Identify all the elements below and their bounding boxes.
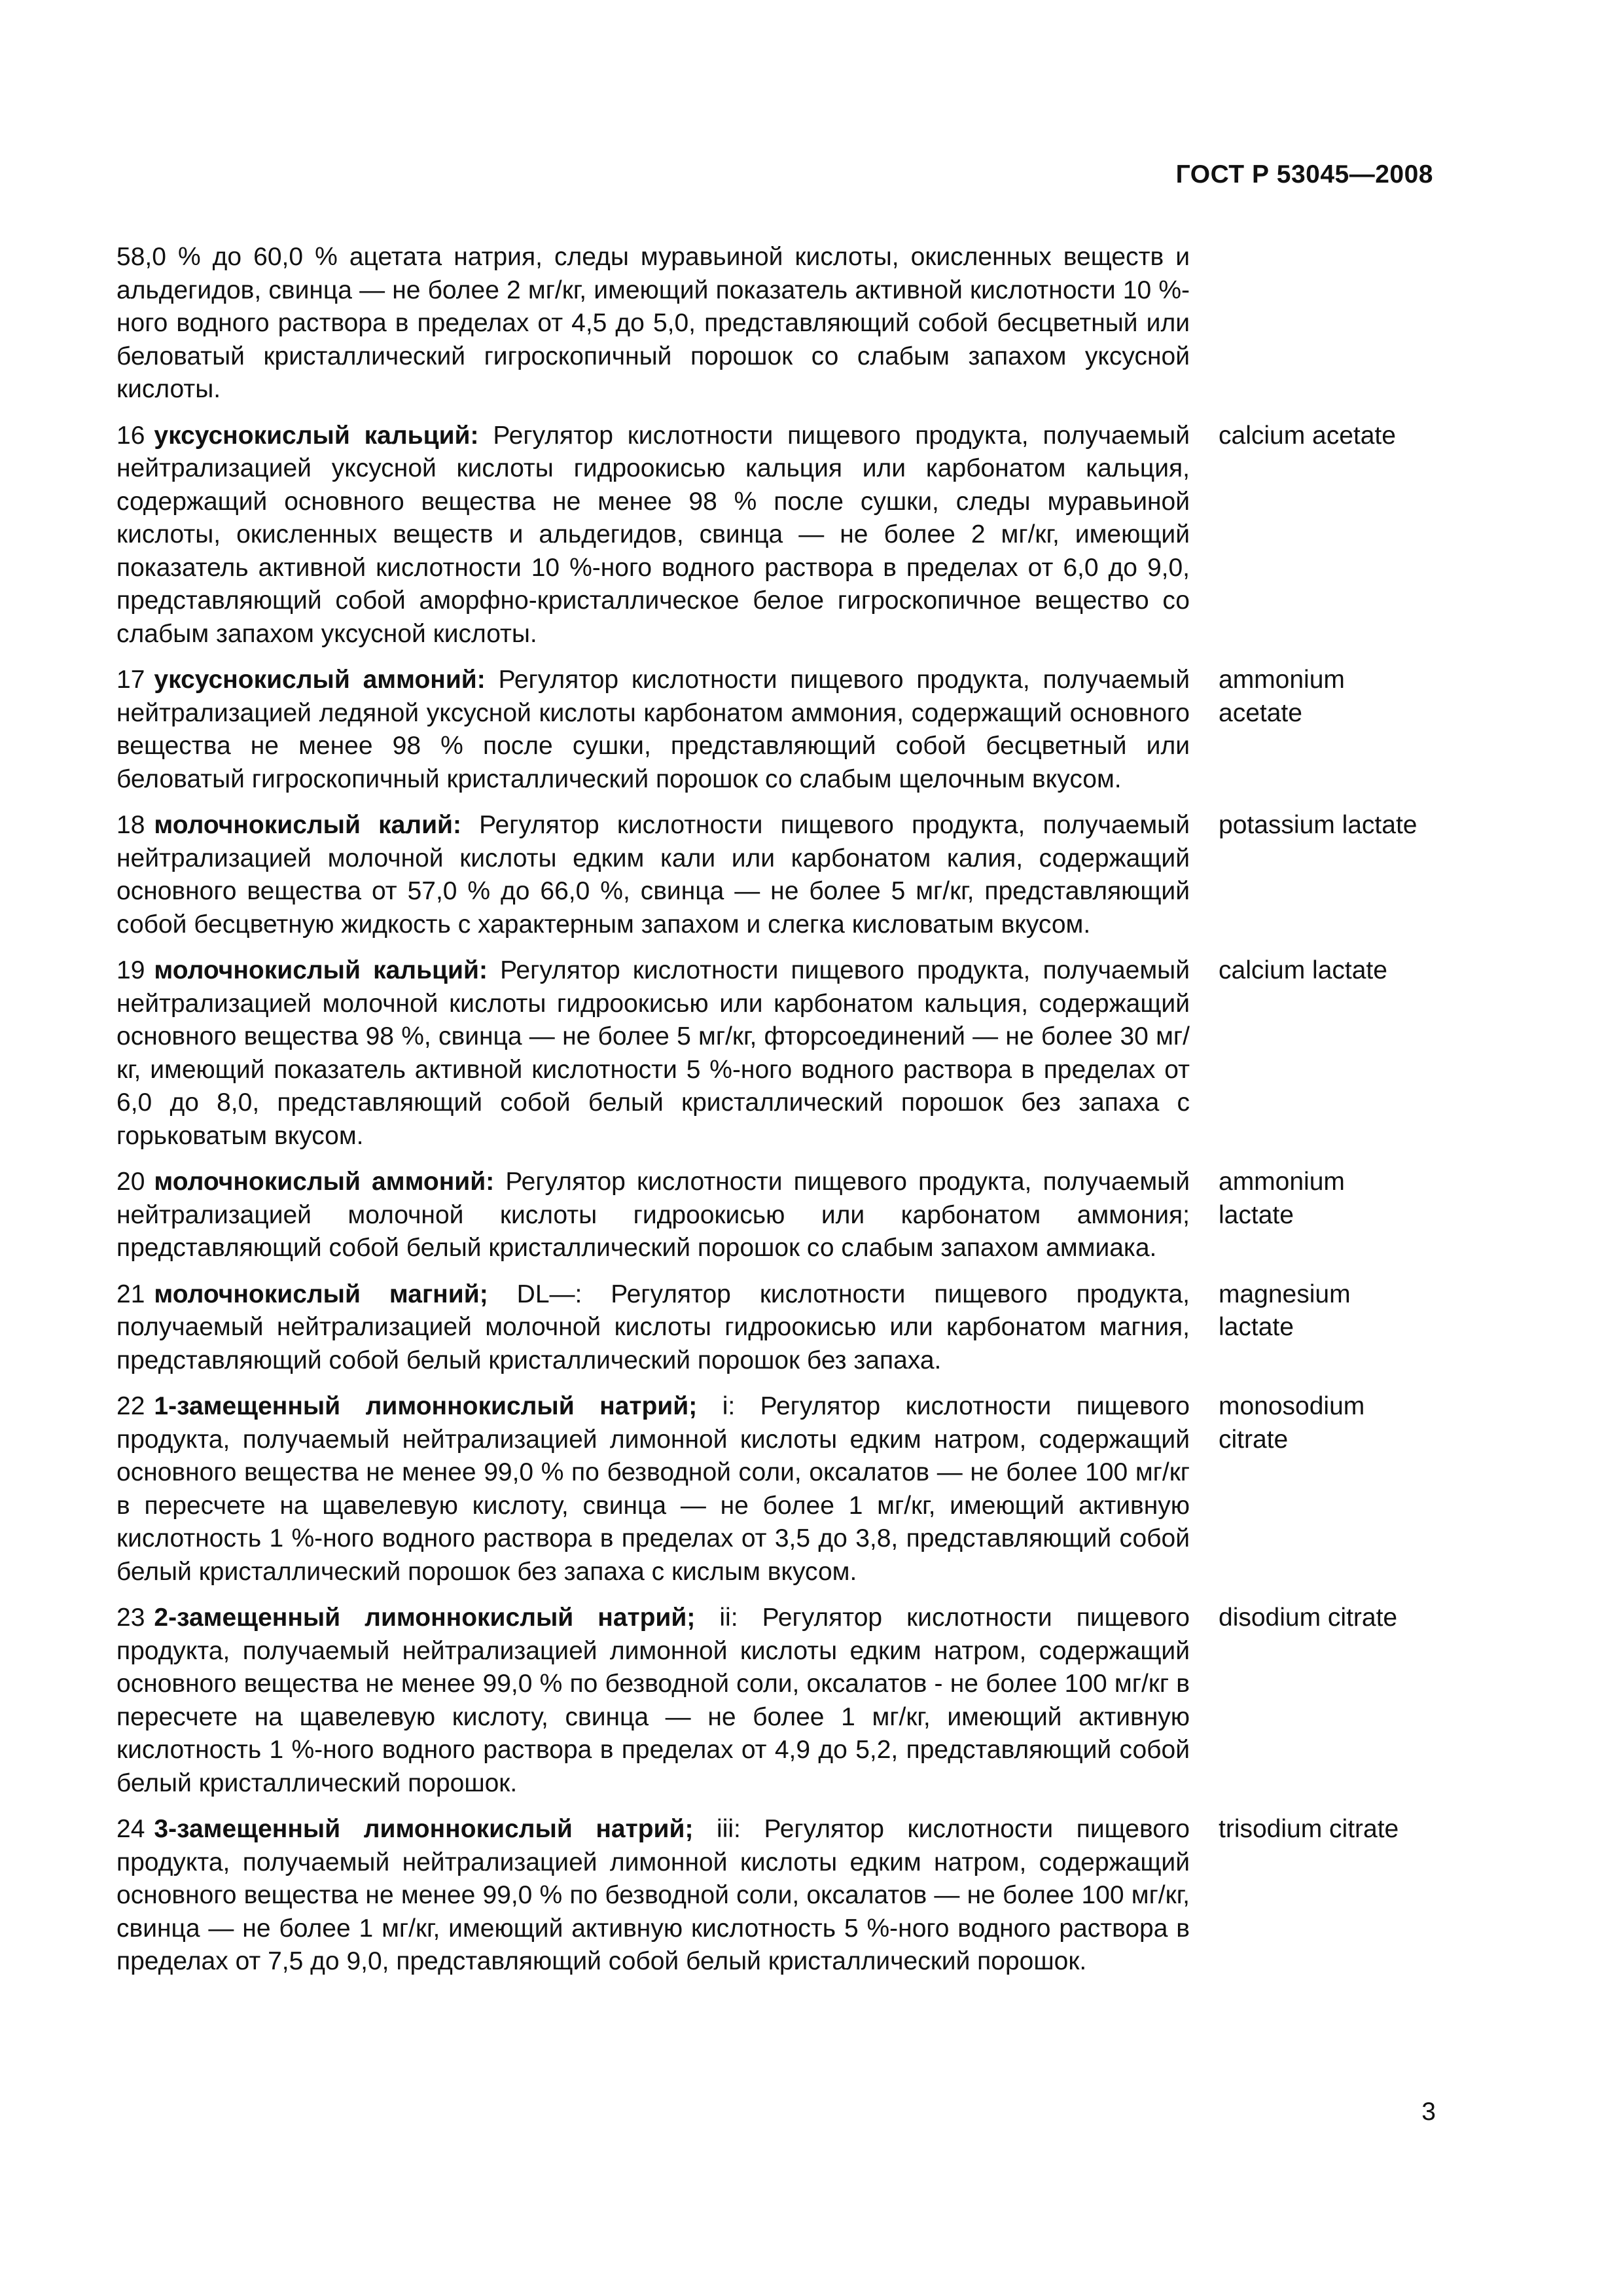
term-entry-19 [116,954,1446,1153]
entry-english-term: ammonium lactate [1219,1168,1345,1229]
entry-definition: Регулятор кислотности пищевого продукта, получаемый нейтрализацией молочной кислоты гидроокисью или карбонатом кальция, содержащий основного вещества 98 %, свинца — не более 5 мг/кг, фторсоединений — не более 30 мг/кг, имеющий показатель активной кислотности 5 %-ного водного раствора в пределах от 6,0 до 8,0, представляющий собой белый кристаллический порошок без запаха с горьковатым вкусом. [116,956,1190,1150]
term-entry-18 [116,809,1446,941]
entry-definition: ii: Регулятор кислотности пищевого продукта, получаемый нейтрализацией лимонной кислоты едким натром, содержащий основного вещества не менее 99,0 % по безводной соли, оксалатов - не более 100 мг/кг в пересчете на щавелевую кислоту, свинца — не более 1 мг/кг, имеющий активную кислотность 1 %-ного водного раствора в пределах от 4,9 до 5,2, представляющий собой белый кристаллический порошок. [116,1604,1190,1797]
entry-definition: Регулятор кислотности пищевого продукта, получаемый нейтрализацией ледяной уксусной кислоты карбонатом аммония, содержащий основного вещества не менее 98 % после сушки, представляющий собой бесцветный или беловатый гигроскопичный кристаллический порошок со слабым щелочным вкусом. [116,666,1190,793]
entry-definition: Регулятор кислотности пищевого продукта, получаемый нейтрализацией уксусной кислоты гидроокисью кальция или карбонатом кальция, содержащий основного вещества не менее 98 % после сушки, следы муравьиной кислоты, окисленных веществ и альдегидов, свинца — не более 2 мг/кг, имеющий показатель активной кислотности 10 %-ного водного раствора в пределах от 6,0 до 9,0, представляющий собой аморфно-кристаллическое белое гигроскопичное вещество со слабым запахом уксусной кислоты. [116,421,1190,648]
entry-term: молочнокислый аммоний: [154,1168,495,1196]
entry-number: 21 [116,1280,145,1308]
term-entry-22 [116,1390,1446,1588]
term-entry-21 [116,1278,1446,1378]
entry-term: 3-замещенный лимоннокислый натрий; [154,1815,694,1843]
entry-ru-text [116,1602,1190,1800]
entry-ru-text [116,420,1190,651]
entry-term: 2-замещенный лимоннокислый натрий; [154,1604,696,1632]
entry-term: молочнокислый калий: [154,811,462,839]
entry-ru-text [116,1278,1190,1378]
entry-english-term: monosodium citrate [1219,1392,1365,1454]
entry-ru-text [116,809,1190,941]
entry-definition: DL—: Регулятор кислотности пищевого продукта, получаемый нейтрализацией молочной кислоты гидроокисью или карбонатом магния, представляющий собой белый кристаллический порошок без запаха. [116,1280,1190,1374]
page-number: 3 [1421,2098,1436,2126]
entry-ru-text [116,664,1190,796]
document-header: ГОСТ Р 53045—2008 [1175,160,1433,188]
entry-english-term: ammonium acetate [1219,666,1345,727]
entry-number: 24 [116,1815,145,1843]
term-entry-23 [116,1602,1446,1800]
entry-term: 1-замещенный лимоннокислый натрий; [154,1392,698,1420]
entry-number: 22 [116,1392,145,1420]
entry-ru-text [116,1166,1190,1265]
intro-text: 58,0 % до 60,0 % ацетата натрия, следы муравьиной кислоты, окисленных веществ и альдегидов, свинца — не более 2 мг/кг, имеющий показатель активной кислотности 10 %-ного водного раствора в пределах от 4,5 до 5,0, представляющий собой бесцветный или беловатый кристаллический гигроскопичный порошок со слабым запахом уксусной кислоты. [116,243,1190,403]
entry-number: 19 [116,956,145,984]
intro-continuation [116,241,1446,406]
entry-number: 16 [116,421,145,450]
entry-term: молочнокислый магний; [154,1280,488,1308]
entry-definition: Регулятор кислотности пищевого продукта, получаемый нейтрализацией молочной кислоты гидроокисью или карбонатом аммония; представляющий собой белый кристаллический порошок со слабым запахом аммиака. [116,1168,1190,1262]
term-entry-16 [116,420,1446,651]
entry-definition: i: Регулятор кислотности пищевого продукта, получаемый нейтрализацией лимонной кислоты едким натром, содержащий основного вещества не менее 99,0 % по безводной соли, оксалатов — не более 100 мг/кг в пересчете на щавелевую кислоту, свинца — не более 1 мг/кг, имеющий активную кислотность 1 %-ного водного раствора в пределах от 3,5 до 3,8, представляющий собой белый кристаллический порошок без запаха с кислым вкусом. [116,1392,1190,1586]
entry-definition: iii: Регулятор кислотности пищевого продукта, получаемый нейтрализацией лимонной кислоты едким натром, содержащий основного вещества не менее 99,0 % по безводной соли, оксалатов — не более 100 мг/кг, свинца — не более 1 мг/кг, имеющий активную кислотность 5 %-ного водного раствора в пределах от 7,5 до 9,0, представляющий собой белый кристаллический порошок. [116,1815,1190,1975]
entry-ru-text [116,1390,1190,1588]
entry-term: молочнокислый кальций: [154,956,488,984]
document-body [116,241,1446,1992]
entry-definition: Регулятор кислотности пищевого продукта, получаемый нейтрализацией молочной кислоты едким кали или карбонатом калия, содержащий основного вещества от 57,0 % до 66,0 %, свинца — не более 5 мг/кг, представляющий собой бесцветную жидкость с характерным запахом и слегка кисловатым вкусом. [116,811,1190,939]
entry-english-term: magnesium lactate [1219,1280,1351,1341]
entry-ru-text [116,954,1190,1153]
entry-number: 20 [116,1168,145,1196]
entry-english-term: disodium citrate [1219,1604,1398,1632]
entry-number: 18 [116,811,145,839]
entry-term: уксуснокислый аммоний: [154,666,486,694]
term-entry-24 [116,1813,1446,1979]
entry-number: 23 [116,1604,145,1632]
entry-english-term: calcium acetate [1219,421,1396,450]
entry-number: 17 [116,666,145,694]
term-entry-20 [116,1166,1446,1265]
entry-term: уксуснокислый кальций: [154,421,479,450]
term-entry-17 [116,664,1446,796]
entry-english-term: trisodium citrate [1219,1815,1399,1843]
entry-english-term: potassium lactate [1219,811,1418,839]
entry-ru-text [116,1813,1190,1979]
entry-english-term: calcium lactate [1219,956,1387,984]
